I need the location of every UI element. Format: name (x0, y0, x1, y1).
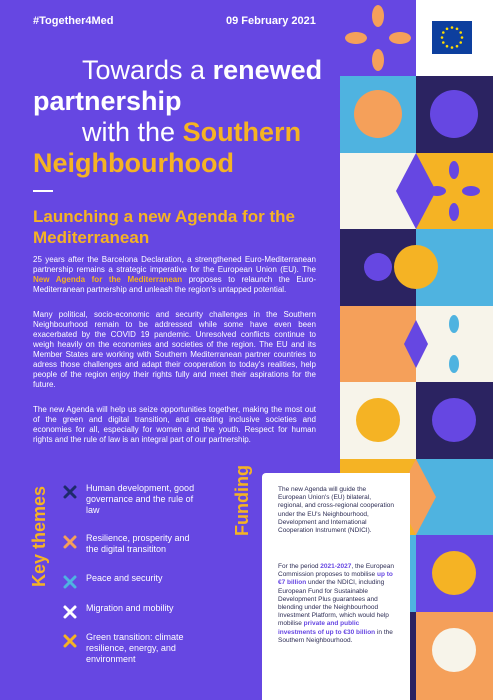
intro-paragraph: 25 years after the Barcelona Declaration, a strengthened Euro-Mediterranean partnership remains a strategic imperative for the European Union (EU). The New Agenda for the Mediterranean proposes to relaunch the Euro-Mediterranean partnership and unleash the region's untapped potential. (33, 255, 316, 294)
investment-amount: private and public investments of up to €30 billion (278, 620, 376, 636)
theme-label: Resilience, prosperity and the digital transititon (86, 533, 190, 554)
publication-date: 09 February 2021 (226, 15, 316, 27)
theme-item (62, 533, 196, 555)
theme-item (62, 632, 196, 665)
hashtag: #Together4Med (33, 15, 114, 27)
funding-period: 2021-2027 (320, 563, 352, 570)
funding-heading: Funding (232, 465, 252, 536)
theme-label: Peace and security (86, 573, 163, 583)
title-line1-bold: renewed (212, 55, 323, 85)
title-line1-plain: Towards a (82, 55, 213, 85)
eu-flag-icon (431, 20, 473, 55)
theme-label: Green transition: climate resilience, energy, and environment (86, 632, 184, 664)
eu-stars-icon (432, 21, 472, 54)
theme-label: Human development, good governance and the rule of law (86, 483, 195, 515)
title-line2: partnership (33, 86, 182, 116)
funding-paragraph: The new Agenda will guide the European Union's (EU) bilateral, regional, and cross-regional cooperation under the EU's Neighbourhood, Development and International Cooperation Instrument (NDICI). (278, 486, 394, 535)
theme-item (62, 573, 196, 590)
cross-icon (62, 534, 78, 550)
cross-icon (62, 604, 78, 620)
cross-icon (62, 484, 78, 500)
cross-icon (62, 574, 78, 590)
key-themes-heading: Key themes (29, 485, 49, 587)
theme-item (62, 603, 196, 620)
title-line4: Neighbourhood (33, 148, 234, 178)
theme-item (62, 483, 196, 516)
funding-amounts-paragraph: For the period 2021-2027, the European Commission proposes to mobilise up to €7 billion under the NDICI, including European Fund for Sustainable Development Plus guarantees and blending under the Neighbourhood Investment Platform, which would help mobilise private and public investments of up to €30 billion in the Southern Neighbourhood. (278, 563, 395, 644)
opportunities-paragraph: The new Agenda will help us seize opportunities together, making the most out of the green and digital transition, and creating inclusive societies and economies for all, especially for women and the youth. Respect for human rights and the rule of law is an integral part of our partnership. (33, 405, 316, 444)
page-title (0, 55, 323, 179)
title-line3-bold: Southern (182, 117, 302, 147)
challenges-paragraph: Many political, socio-economic and security challenges in the Southern Neighbourhood remain to be addressed while some have even been exacerbated by the COVID 19 pandemic. Unresolved conflicts continue to weigh heavily on the economies and societies of the region. The EU and its Member States are working with Southern Mediterranean partner countries to adress those challenges and adapt their cooperation to today's realities, help people of the region enjoy their rights fully and meet their aspirations for the future. (33, 310, 316, 389)
cross-icon (62, 633, 78, 649)
subtitle: Launching a new Agenda for the Mediterranean (33, 207, 295, 247)
title-line3-plain: with the (82, 117, 183, 147)
agenda-highlight: New Agenda for the Mediterranean (33, 275, 183, 284)
title-divider (33, 190, 53, 192)
funding-amount: up to €7 billion (278, 571, 393, 587)
theme-label: Migration and mobility (86, 603, 174, 613)
